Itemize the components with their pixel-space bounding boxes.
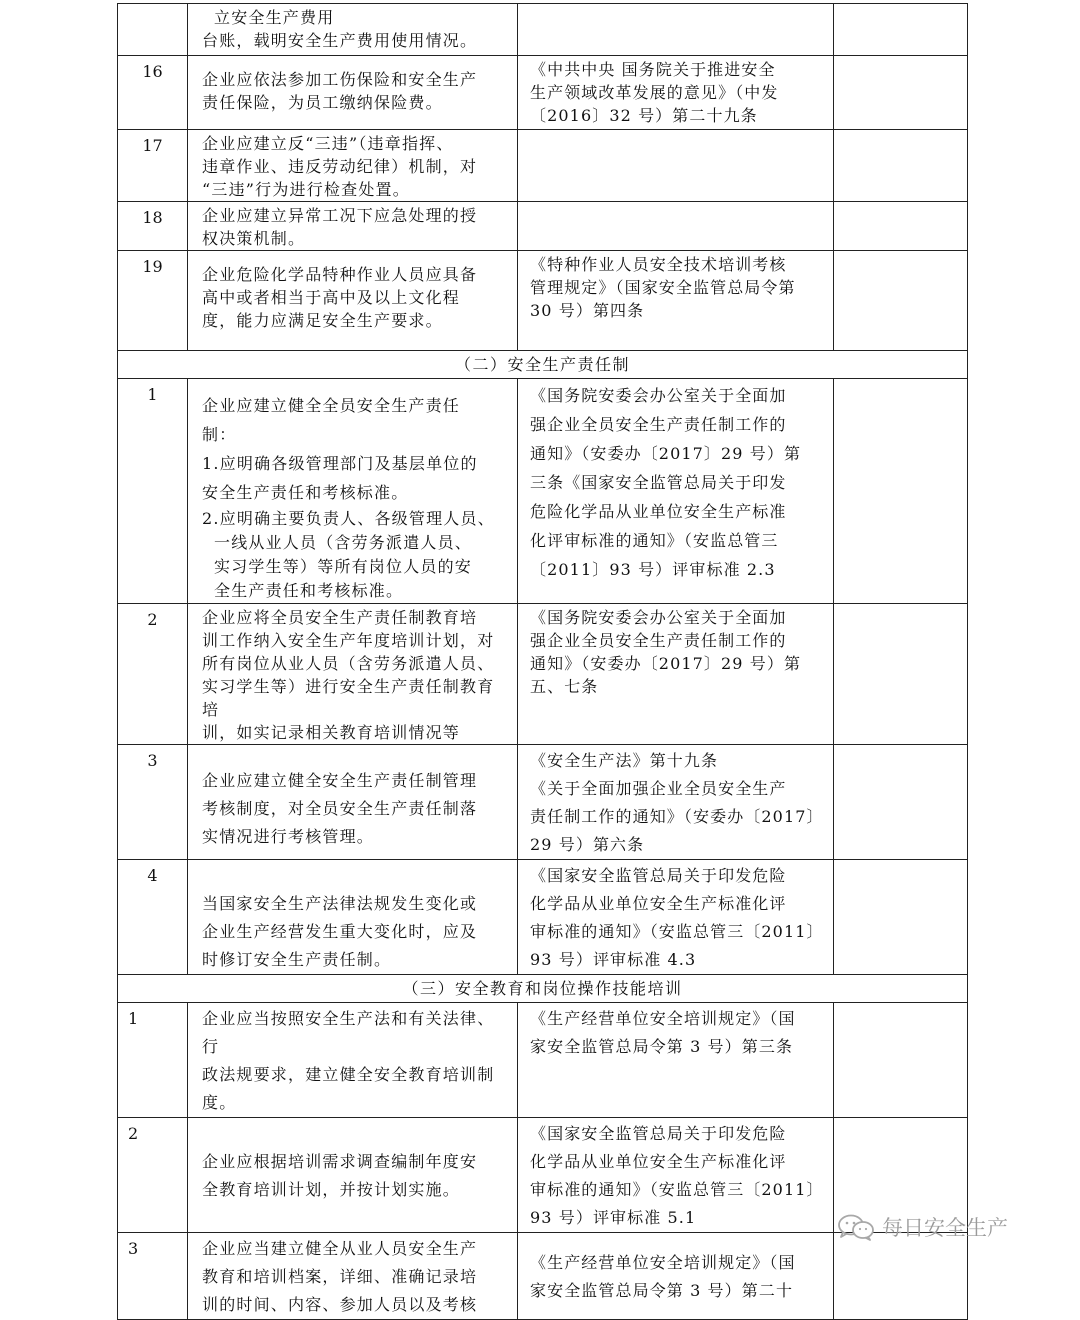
basis-cell [518, 130, 834, 202]
requirement-cell: 企业应建立异常工况下应急处理的授 权决策机制。 [188, 202, 518, 251]
basis-cell [518, 4, 834, 56]
requirement-cell: 企业应依法参加工伤保险和安全生产 责任保险，为员工缴纳保险费。 [188, 56, 518, 130]
requirement-cell: 当国家安全生产法律法规发生变化或 企业生产经营发生重大变化时，应及 时修订安全生产责任制。 [188, 860, 518, 975]
watermark [836, 1212, 1046, 1242]
remark-cell [834, 604, 968, 745]
requirement-cell: 企业应将全员安全生产责任制教育培 训工作纳入安全生产年度培训计划，对 所有岗位从业人员（含劳务派遣人员、 实习学生等）进行安全生产责任制教育培 训，如实记录相关教育培训情况等 [188, 604, 518, 745]
row-number: 1 [118, 1003, 188, 1118]
section-row [118, 351, 968, 379]
row-number: 17 [118, 130, 188, 202]
row-number: 2 [118, 604, 188, 745]
basis-cell: 《国家安全监管总局关于印发危险 化学品从业单位安全生产标准化评 审标准的通知》（安监总管三〔2011〕 93 号）评审标准 4.3 [518, 860, 834, 975]
requirement-cell: 企业应当按照安全生产法和有关法律、行 政法规要求，建立健全安全教育培训制 度。 [188, 1003, 518, 1118]
table-row [118, 56, 968, 130]
table-row [118, 202, 968, 251]
table-row [118, 130, 968, 202]
table-row [118, 1233, 968, 1320]
table-row [118, 745, 968, 860]
remark-cell [834, 4, 968, 56]
row-number: 2 [118, 1118, 188, 1233]
row-number: 19 [118, 251, 188, 351]
remark-cell [834, 130, 968, 202]
row-number [118, 4, 188, 56]
requirement-cell: 企业应建立健全安全生产责任制管理 考核制度，对全员安全生产责任制落 实情况进行考核管理。 [188, 745, 518, 860]
row-number: 3 [118, 745, 188, 860]
remark-cell [834, 379, 968, 604]
requirement-cell: 立安全生产费用 台账，载明安全生产费用使用情况。 [188, 4, 518, 56]
requirement-cell: 企业应建立反“三违”（违章指挥、 违章作业、违反劳动纪律）机制，对 “三违”行为进行检查处置。 [188, 130, 518, 202]
row-number: 18 [118, 202, 188, 251]
table-row [118, 379, 968, 604]
section-heading: （三）安全教育和岗位操作技能培训 [118, 975, 968, 1003]
basis-cell: 《国务院安委会办公室关于全面加 强企业全员安全生产责任制工作的 通知》（安委办〔2017〕29 号）第 三条《国家安全监管总局关于印发 危险化学品从业单位安全生产标准 化评审标准的通知》（安监总管三 〔2011〕93 号）评审标准 2.3 [518, 379, 834, 604]
row-number: 3 [118, 1233, 188, 1320]
requirement-cell: 企业应建立健全全员安全生产责任 制： 1.应明确各级管理部门及基层单位的 安全生产责任和考核标准。 2.应明确主要负责人、各级管理人员、 一线从业人员（含劳务派遣人员、 实习学生等）等所有岗位人员的安 全生产责任和考核标准。 [188, 379, 518, 604]
remark-cell [834, 860, 968, 975]
basis-cell: 《特种作业人员安全技术培训考核 管理规定》（国家安全监管总局令第 30 号）第四条 [518, 251, 834, 351]
remark-cell [834, 202, 968, 251]
remark-cell [834, 1233, 968, 1320]
basis-cell: 《中共中央 国务院关于推进安全 生产领域改革发展的意见》（中发 〔2016〕32 号）第二十九条 [518, 56, 834, 130]
table-row [118, 604, 968, 745]
basis-cell: 《生产经营单位安全培训规定》（国 家安全监管总局令第 3 号）第三条 [518, 1003, 834, 1118]
remark-cell [834, 56, 968, 130]
row-number: 16 [118, 56, 188, 130]
basis-cell: 《国务院安委会办公室关于全面加 强企业全员安全生产责任制工作的 通知》（安委办〔2017〕29 号）第 五、七条 [518, 604, 834, 745]
table-row [118, 860, 968, 975]
remark-cell [834, 1003, 968, 1118]
requirement-cell: 企业应当建立健全从业人员安全生产 教育和培训档案，详细、准确记录培 训的时间、内容、参加人员以及考核 [188, 1233, 518, 1320]
requirement-cell: 企业危险化学品特种作业人员应具备 高中或者相当于高中及以上文化程 度，能力应满足安全生产要求。 [188, 251, 518, 351]
row-number: 1 [118, 379, 188, 604]
remark-cell [834, 251, 968, 351]
basis-cell: 《安全生产法》第十九条 《关于全面加强企业全员安全生产 责任制工作的通知》（安委办〔2017〕 29 号）第六条 [518, 745, 834, 860]
basis-cell [518, 202, 834, 251]
table-row [118, 1003, 968, 1118]
basis-cell: 《生产经营单位安全培训规定》（国 家安全监管总局令第 3 号）第二十 [518, 1233, 834, 1320]
table-row [118, 251, 968, 351]
section-row [118, 975, 968, 1003]
remark-cell [834, 745, 968, 860]
wechat-icon [836, 1213, 876, 1241]
watermark-text: 每日安全生产 [882, 1216, 1008, 1240]
regulation-table [117, 3, 968, 1320]
row-number: 4 [118, 860, 188, 975]
table-row [118, 4, 968, 56]
requirement-cell: 企业应根据培训需求调查编制年度安 全教育培训计划，并按计划实施。 [188, 1118, 518, 1233]
section-heading: （二）安全生产责任制 [118, 351, 968, 379]
basis-cell: 《国家安全监管总局关于印发危险 化学品从业单位安全生产标准化评 审标准的通知》（安监总管三〔2011〕 93 号）评审标准 5.1 [518, 1118, 834, 1233]
